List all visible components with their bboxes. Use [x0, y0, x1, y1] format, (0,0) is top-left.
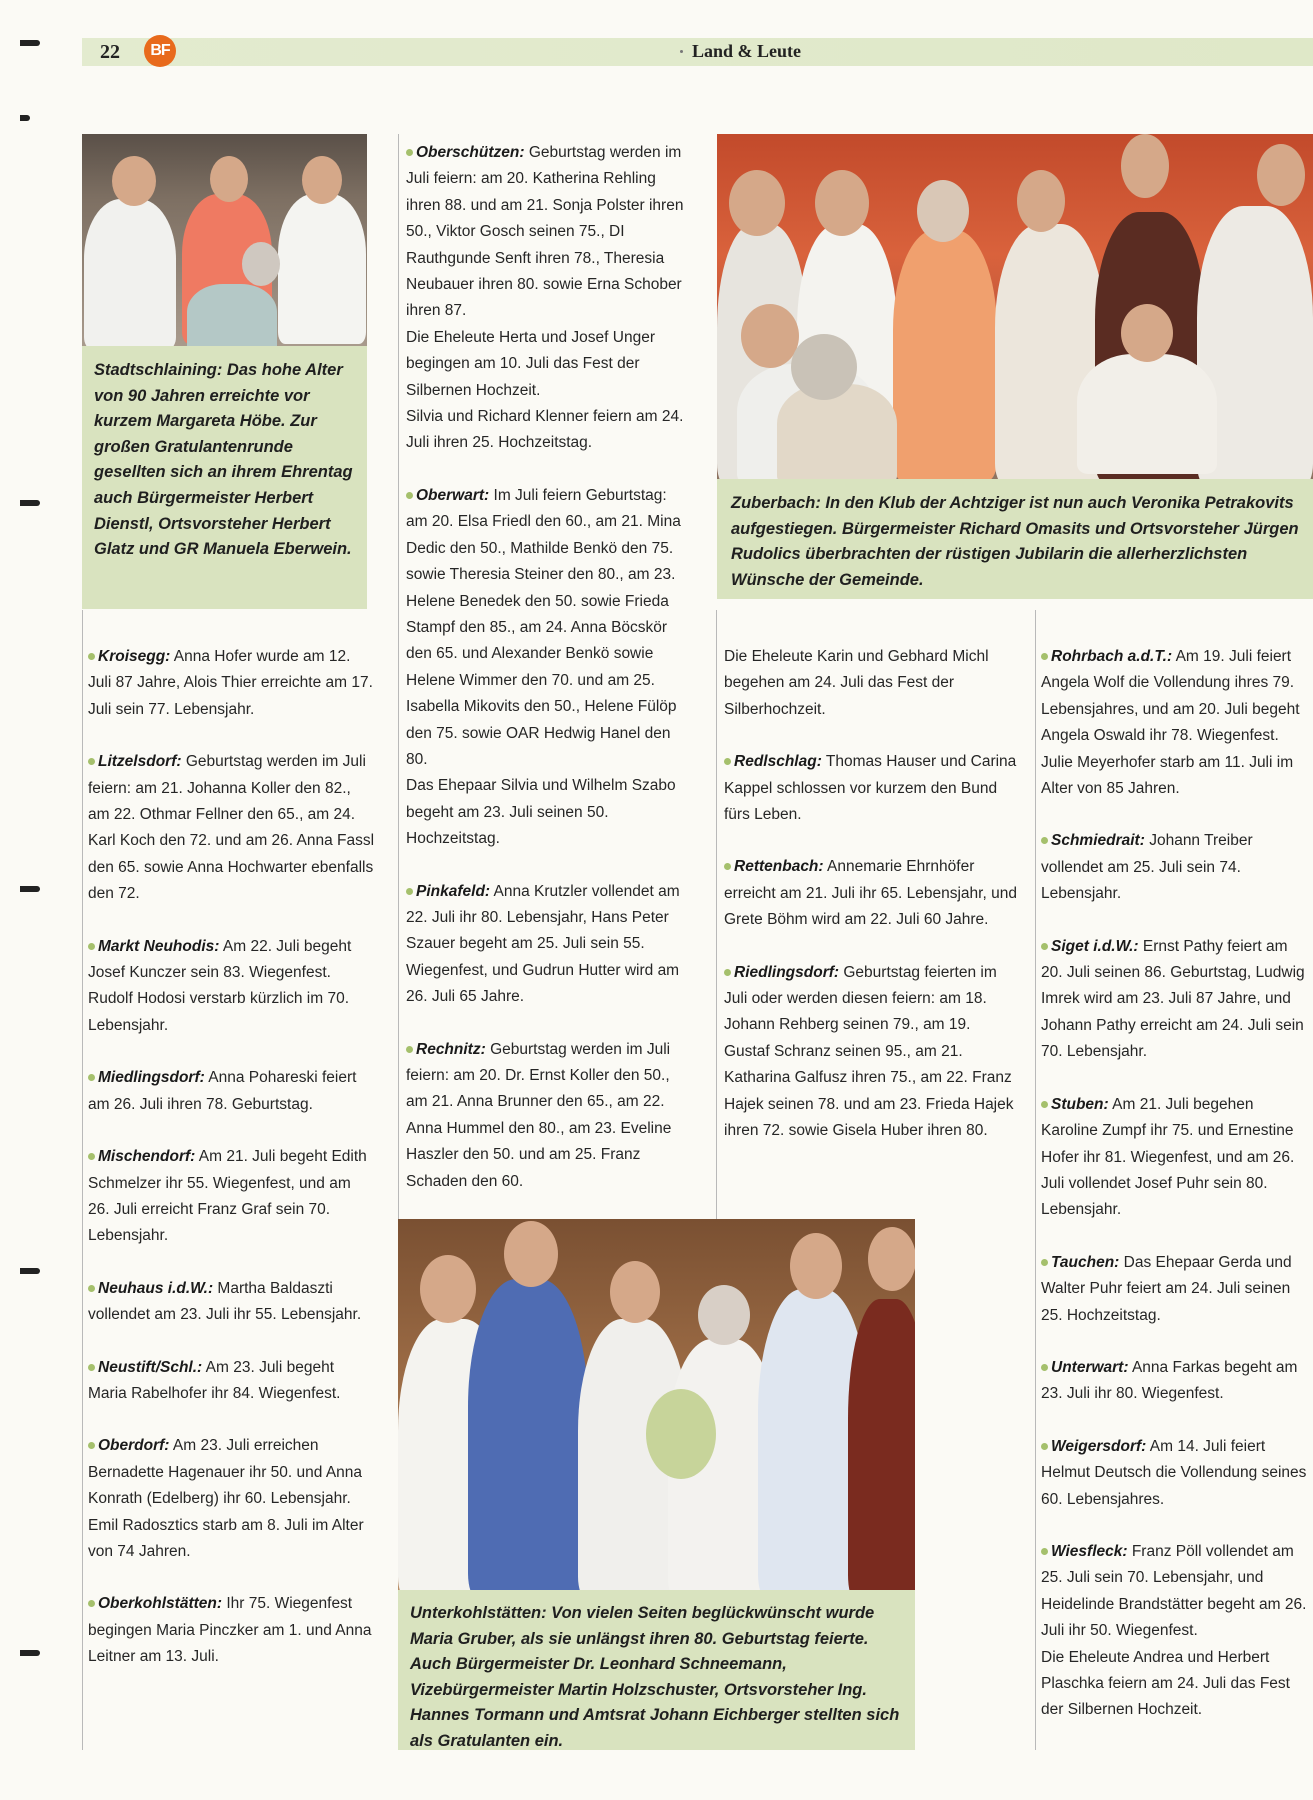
column-3: [724, 644, 1020, 1171]
news-item: [724, 854, 1020, 933]
bullet-icon: [724, 969, 731, 976]
bullet-icon: [1041, 1364, 1048, 1371]
page-number: 22: [100, 41, 120, 63]
bullet-icon: [88, 1600, 95, 1607]
place-name: Redlschlag:: [734, 753, 822, 771]
news-item: [406, 879, 690, 1011]
bullet-icon: [88, 653, 95, 660]
bullet-icon: [88, 1285, 95, 1292]
bullet-icon: [1041, 1443, 1048, 1450]
place-name: Tauchen:: [1051, 1253, 1120, 1271]
place-name: Schmiedrait:: [1051, 832, 1145, 850]
news-text: Am 14. Juli feiert Helmut Deutsch die Vollendung seines 60. Lebensjahres.: [1041, 1437, 1307, 1508]
news-text: Am 19. Juli feiert Angela Wolf die Vollendung ihres 79. Lebensjahres, und am 20. Juli begeht Angela Oswald ihr 78. Wiegenfest. Julie Meyerhofer starb am 11. Juli im Alter von 85 Jahren.: [1041, 648, 1300, 798]
news-item: [88, 749, 376, 907]
column-rule: [82, 610, 83, 1750]
page-header: [82, 38, 1313, 66]
bullet-icon: [406, 492, 413, 499]
column-rule: [716, 610, 717, 1219]
place-name: Riedlingsdorf:: [734, 963, 840, 981]
caption-stadtschlaining: Stadtschlaining: Das hohe Alter von 90 Jahren erreichte vor kurzem Margareta Höbe. Zur großen Gratulantenrunde gesellten sich an ihrem Ehrentag auch Bürgermeister Herbert Dienstl, Ortsvorsteher Herbert Glatz und GR Manuela Eberwein.: [82, 346, 367, 609]
bullet-icon: [406, 888, 413, 895]
news-item: [1041, 1355, 1309, 1408]
news-item: [406, 483, 690, 853]
bullet-icon: [88, 1364, 95, 1371]
news-text: Am 21. Juli begehen Karoline Zumpf ihr 75. und Ernestine Hofer ihr 81. Wiegenfest, und am 26. Juli vollendet Josef Puhr sein 80. Lebensjahr.: [1041, 1095, 1295, 1219]
news-text: Anna Farkas begeht am 23. Juli ihr 80. Wiegenfest.: [1041, 1358, 1298, 1403]
bullet-icon: [724, 758, 731, 765]
news-item: [1041, 828, 1309, 907]
bullet-icon: [88, 1074, 95, 1081]
photo-stadtschlaining: [82, 134, 367, 346]
column-2: [406, 140, 690, 1221]
column-rule: [1035, 610, 1036, 1750]
bullet-icon: [1041, 1259, 1048, 1266]
place-name: Stuben:: [1051, 1095, 1109, 1113]
news-text: Geburtstag werden im Juli feiern: am 20. Dr. Ernst Koller den 50., am 21. Anna Brunner den 65., am 22. Anna Hummel den 80., am 23. Eveline Haszler den 50. und am 25. Franz Schaden den 60.: [406, 1040, 672, 1190]
publication-logo: BF: [144, 35, 176, 67]
place-name: Weigersdorf:: [1051, 1437, 1147, 1455]
news-item: [406, 140, 690, 457]
place-name: Oberkohlstätten:: [98, 1595, 223, 1613]
news-text: Am 21. Juli begeht Edith Schmelzer ihr 55. Wiegenfest, und am 26. Juli erreicht Franz Graf sein 70. Lebensjahr.: [88, 1148, 367, 1245]
photo-zuberbach: [717, 134, 1313, 479]
news-text: Geburtstag werden im Juli feiern: am 21. Johanna Koller den 82., am 22. Othmar Fellner den 65., am 24. Karl Koch den 72. und am 26. Anna Fassl den 65. sowie Anna Hochwarter ebenfalls den 72.: [88, 753, 375, 903]
bullet-icon: [1041, 837, 1048, 844]
caption-unterkohlstaetten: Unterkohlstätten: Von vielen Seiten beglückwünscht wurde Maria Gruber, als sie unlängst ihren 80. Geburtstag feierte. Auch Bürgermeister Dr. Leonhard Schneemann, Vizebürgermeister Martin Holzschuster, Ortsvorsteher Ing. Hannes Tormann und Amtsrat Johann Eichberger stellten sich als Gratulanten ein.: [398, 1590, 915, 1750]
news-text: Anna Krutzler vollendet am 22. Juli ihr 80. Lebensjahr, Hans Peter Szauer begeht am 25. Juli sein 55. Wiegenfest, und Gudrun Hutter wird am 26. Juli 65 Jahre.: [406, 882, 680, 1006]
bullet-icon: [88, 943, 95, 950]
margin-mark: [20, 40, 40, 46]
news-text: Johann Treiber vollendet am 25. Juli sein 74. Lebensjahr.: [1041, 832, 1253, 903]
caption-zuberbach: Zuberbach: In den Klub der Achtziger ist nun auch Veronika Petrakovits aufgestiegen. Bürgermeister Richard Omasits und Ortsvorsteher Jürgen Rudolics überbrachten der rüstigen Jubilarin die allerherzlichsten Wünsche der Gemeinde.: [717, 479, 1313, 599]
news-item: [1041, 1434, 1309, 1513]
news-text: Am 22. Juli begeht Josef Kunczer sein 83. Wiegenfest. Rudolf Hodosi verstarb kürzlich im 70. Lebensjahr.: [88, 937, 352, 1034]
news-item: [88, 1433, 376, 1565]
news-text: Anna Pohareski feiert am 26. Juli ihren 78. Geburtstag.: [88, 1069, 357, 1113]
bullet-icon: [406, 149, 413, 156]
news-text: Ihr 75. Wiegenfest begingen Maria Pinczker am 1. und Anna Leitner am 13. Juli.: [88, 1595, 372, 1666]
margin-mark: [20, 886, 40, 892]
news-item: [1041, 1250, 1309, 1329]
news-text: Geburtstag feierten im Juli oder werden diesen feiern: am 18. Johann Rehberg seinen 79., am 19. Gustaf Schranz seinen 95., am 21. Katharina Galfusz ihren 75., am 22. Franz Hajek seinen 78. und am 23. Frieda Hajek ihren 72. sowie Gisela Huber ihren 80.: [724, 963, 1014, 1140]
news-item: [88, 1591, 376, 1670]
bullet-icon: [1041, 943, 1048, 950]
bullet-icon: [88, 1153, 95, 1160]
news-item: [1041, 1539, 1309, 1724]
bullet-icon: [88, 1442, 95, 1449]
place-name: Rohrbach a.d.T.:: [1051, 648, 1173, 665]
place-name: Oberwart:: [416, 486, 490, 504]
section-title: Land & Leute: [692, 41, 802, 61]
margin-mark: [20, 115, 30, 121]
column-4: [1041, 644, 1309, 1750]
news-item: [88, 1144, 376, 1250]
news-text: Anna Hofer wurde am 12. Juli 87 Jahre, Alois Thier erreichte am 17. Juli sein 77. Lebensjahr.: [88, 648, 373, 718]
news-item: [1041, 644, 1309, 802]
place-name: Neuhaus i.d.W.:: [98, 1279, 214, 1297]
place-name: Wiesfleck:: [1051, 1542, 1128, 1560]
column-1: [88, 644, 376, 1697]
header-dot: [680, 50, 683, 53]
margin-mark: [20, 1268, 40, 1274]
news-item: [1041, 1092, 1309, 1224]
place-name: Siget i.d.W.:: [1051, 937, 1139, 955]
news-text: Geburtstag werden im Juli feiern: am 20. Katherina Rehling ihren 88. und am 21. Sonja Polster ihren 50., Viktor Gosch seinen 75., DI Rauthgunde Senft ihren 78., Theresia Neubauer ihren 80. sowie Erna Schober ihren 87. Die Eheleute Herta und Josef Unger begingen am 10. Juli das Fest der Silbernen Hochzeit. Silvia und Richard Klenner feiern am 24. Juli ihren 25. Hochzeitstag.: [406, 144, 684, 452]
column-rule: [398, 134, 399, 1219]
bullet-icon: [1041, 1548, 1048, 1555]
bullet-icon: [1041, 653, 1048, 660]
news-text: Am 23. Juli erreichen Bernadette Hagenauer ihr 50. und Anna Konrath (Edelberg) ihr 60. Lebensjahr. Emil Radosztics starb am 8. Juli im Alter von 74 Jahren.: [88, 1437, 364, 1560]
news-text: Thomas Hauser und Carina Kappel schlossen vor kurzem den Bund fürs Leben.: [724, 753, 1017, 824]
news-text: Das Ehepaar Gerda und Walter Puhr feiert am 24. Juli seinen 25. Hochzeitstag.: [1041, 1253, 1292, 1324]
news-item: [88, 1065, 376, 1118]
news-item: [88, 1276, 376, 1329]
place-name: Neustift/Schl.:: [98, 1358, 203, 1376]
place-name: Kroisegg:: [98, 648, 171, 665]
place-name: Unterwart:: [1051, 1358, 1129, 1376]
place-name: Litzelsdorf:: [98, 753, 182, 771]
news-item: [406, 1037, 690, 1195]
place-name: Rechnitz:: [416, 1040, 486, 1058]
place-name: Miedlingsdorf:: [98, 1069, 205, 1087]
news-text: Im Juli feiern Geburtstag: am 20. Elsa Friedl den 60., am 21. Mina Dedic den 50., Mathilde Benkö den 75. sowie Theresia Steiner den 80., am 23. Helene Benedek den 50. sowie Frieda Stampf den 85., am 24. Anna Böcskör den 65. und Alexander Benkö sowie Helene Wimmer den 70. und am 25. Isabella Mikovits den 50., Helene Fülöp den 75. sowie OAR Hedwig Hanel den 80. Das Ehepaar Silvia und Wilhelm Szabo begeht am 23. Juli seinen 50. Hochzeitstag.: [406, 486, 681, 848]
place-name: Oberschützen:: [416, 144, 525, 161]
place-name: Pinkafeld:: [416, 882, 491, 900]
place-name: Oberdorf:: [98, 1437, 170, 1455]
photo-unterkohlstaetten: [398, 1219, 915, 1590]
news-item: [724, 960, 1020, 1145]
news-text: Franz Pöll vollendet am 25. Juli sein 70. Lebensjahr, und Heidelinde Brandstätter begeht am 26. Juli ihr 50. Wiegenfest. Die Eheleute Andrea und Herbert Plaschka feiern am 24. Juli das Fest der Silbernen Hochzeit.: [1041, 1542, 1307, 1719]
news-item: [724, 644, 1020, 723]
news-text: Ernst Pathy feiert am 20. Juli seinen 86. Geburtstag, Ludwig Imrek wird am 23. Juli 87 Jahre, und Johann Pathy erreicht am 24. Juli sein 70. Lebensjahr.: [1041, 937, 1305, 1061]
margin-mark: [20, 500, 40, 506]
place-name: Markt Neuhodis:: [98, 937, 220, 955]
bullet-icon: [88, 758, 95, 765]
bullet-icon: [724, 863, 731, 870]
news-item: [88, 644, 376, 723]
news-item: [724, 749, 1020, 828]
margin-mark: [20, 1650, 40, 1656]
news-text: Martha Baldaszti vollendet am 23. Juli ihr 55. Lebensjahr.: [88, 1279, 362, 1324]
bullet-icon: [1041, 1101, 1048, 1108]
news-text: Annemarie Ehrnhöfer erreicht am 21. Juli ihr 65. Lebensjahr, und Grete Böhm wird am 22. Juli 60 Jahre.: [724, 858, 1017, 929]
bullet-icon: [406, 1046, 413, 1053]
place-name: Mischendorf:: [98, 1148, 196, 1166]
news-item: [1041, 934, 1309, 1066]
news-text: Die Eheleute Karin und Gebhard Michl begehen am 24. Juli das Fest der Silberhochzeit.: [724, 648, 989, 718]
place-name: Rettenbach:: [734, 858, 824, 876]
news-item: [88, 1355, 376, 1408]
news-text: Am 23. Juli begeht Maria Rabelhofer ihr 84. Wiegenfest.: [88, 1358, 341, 1402]
news-item: [88, 934, 376, 1040]
